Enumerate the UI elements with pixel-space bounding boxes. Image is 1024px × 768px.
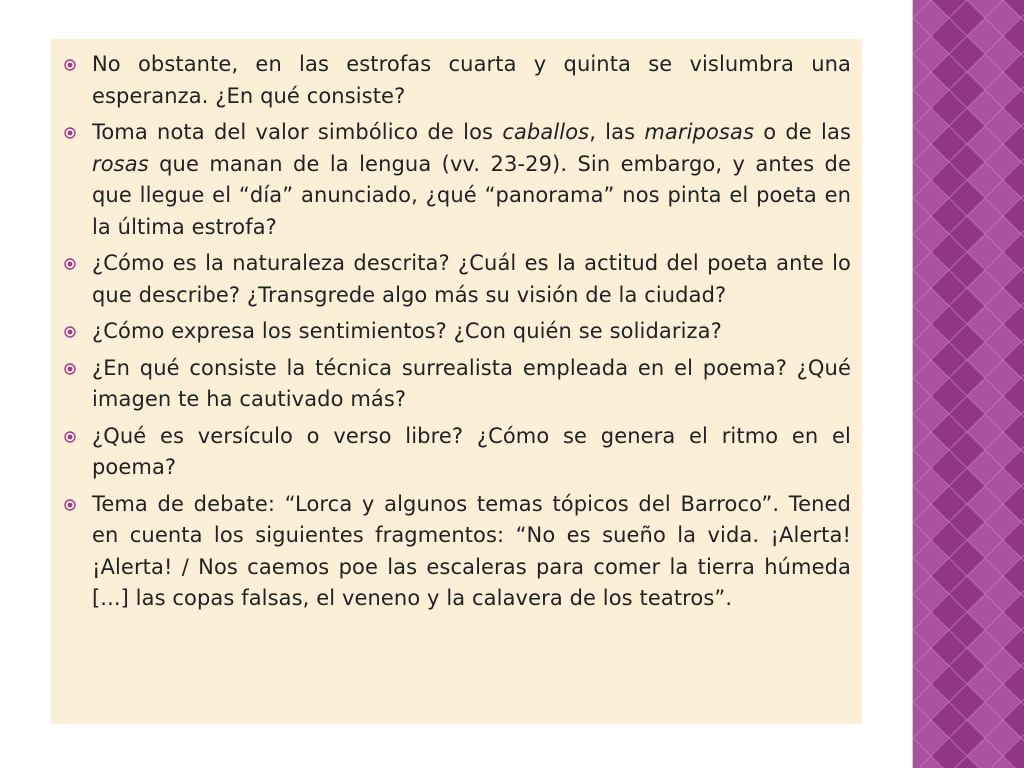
bullet-item: [92, 316, 851, 348]
decorative-side-strip: [912, 0, 1024, 768]
bullet-text: [92, 421, 851, 484]
bullet-text: [92, 316, 851, 348]
circled-dot-icon: [64, 431, 76, 443]
italic-term: mariposas: [644, 120, 754, 144]
circled-dot-icon: [64, 127, 76, 139]
text-segment: Toma nota del valor simbólico de los: [92, 120, 503, 144]
circled-dot-icon: [64, 258, 76, 270]
bullet-item: [92, 489, 851, 615]
bullet-list: [92, 49, 851, 620]
text-segment: ¿En qué consiste la técnica surrealista empleada en el poema? ¿Qué imagen te ha cautivado más?: [92, 355, 851, 411]
italic-term: rosas: [92, 151, 149, 176]
text-segment: que manan de la lengua (vv. 23-29). Sin embargo, y antes de que llegue el “día” anunciado, ¿qué “panorama” nos pinta el poeta en la última estrofa?: [92, 151, 851, 239]
text-segment: ¿Cómo expresa los sentimientos? ¿Con quién se solidariza?: [92, 319, 722, 343]
circled-dot-icon: [64, 59, 76, 71]
text-segment: Tema de debate: “Lorca y algunos temas tópicos del Barroco”. Tened en cuenta los siguientes fragmentos: “No es sueño la vida. ¡Alerta! ¡Alerta! / Nos caemos poe las escaleras para comer la tierra húmeda [...] las copas falsas, el veneno y la calavera de los teatros”.: [92, 491, 851, 610]
bullet-item: [92, 421, 851, 484]
italic-term: caballos: [502, 120, 590, 144]
diamond-pattern: [913, 0, 1024, 768]
bullet-text: [92, 248, 851, 311]
bullet-item: [92, 248, 851, 311]
content-panel: [51, 39, 862, 724]
text-segment: ¿Qué es versículo o verso libre? ¿Cómo se genera el ritmo en el poema?: [92, 423, 851, 479]
text-segment: No obstante, en las estrofas cuarta y quinta se vislumbra una esperanza. ¿En qué consiste?: [92, 52, 851, 108]
circled-dot-icon: [64, 363, 76, 375]
circled-dot-icon: [64, 499, 76, 511]
circled-dot-icon: [64, 326, 76, 338]
bullet-text: [92, 353, 851, 416]
bullet-item: [92, 353, 851, 416]
bullet-text: [92, 489, 851, 615]
text-segment: , las: [589, 120, 645, 144]
bullet-text: [92, 49, 851, 112]
text-segment: o de las: [753, 120, 851, 144]
bullet-item: [92, 49, 851, 112]
bullet-item: [92, 117, 851, 243]
bullet-text: [92, 117, 851, 243]
text-segment: ¿Cómo es la naturaleza descrita? ¿Cuál es la actitud del poeta ante lo que describe? ¿Transgrede algo más su visión de la ciudad?: [92, 251, 851, 307]
